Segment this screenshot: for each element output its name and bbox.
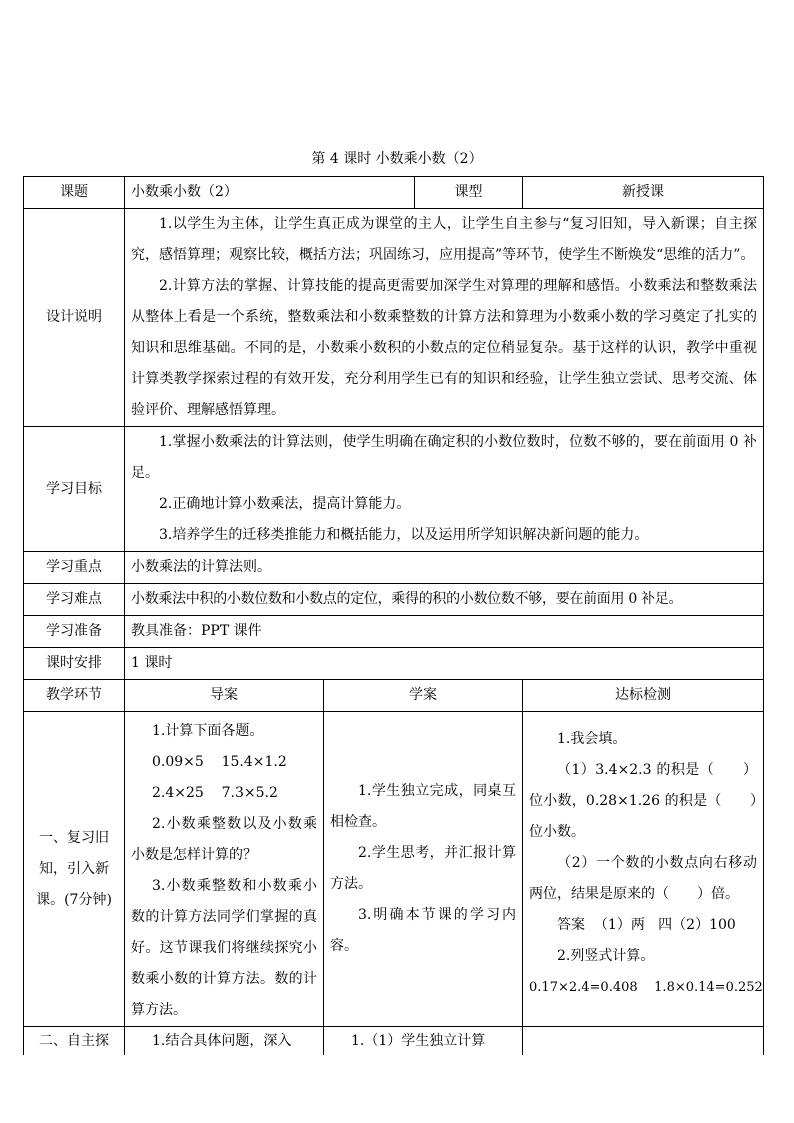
study-item-1: 1.学生独立完成，同桌互相检查。 <box>330 783 517 830</box>
schedule-label: 课时安排 <box>24 648 125 680</box>
guide-header: 导案 <box>125 680 324 712</box>
goals-content <box>125 427 764 552</box>
topic-row <box>24 177 764 209</box>
stage-2-study: 1.（1）学生独立计算 <box>324 1027 523 1056</box>
goal-item-1: 1.掌握小数乘法的计算法则，使学生明确在确定积的小数位数时，位数不够的，要在前面用 0 补足。 <box>131 434 758 481</box>
guide-item-3: 2.4×25 7.3×5.2 <box>152 785 278 801</box>
key-point-value: 小数乘法的计算法则。 <box>125 552 764 584</box>
design-paragraph-1: 1.以学生为主体，让学生真正成为课堂的主人，让学生自主参与“复习旧知，导入新课；自主探究，感悟算理；观察比较，概括方法；巩固练习，应用提高”等环节，使学生不断焕发“思维的活力”。 <box>131 216 758 263</box>
stage-2-check <box>523 1027 764 1056</box>
stage-header: 教学环节 <box>24 680 125 712</box>
topic-label: 课题 <box>24 177 125 209</box>
goals-row <box>24 427 764 552</box>
check-item-1: 1.我会填。 <box>557 731 627 747</box>
preparation-row <box>24 616 764 648</box>
stage-2-label: 二、自主探 <box>24 1027 125 1056</box>
check-answer: 答案 （1）两 四（2）100 <box>557 917 736 933</box>
stage-1-check <box>523 712 764 1027</box>
lesson-plan-table <box>23 176 764 1055</box>
goal-item-3: 3.培养学生的迁移类推能力和概括能力，以及运用所学知识解决新问题的能力。 <box>159 527 649 543</box>
study-item-2: 2.学生思考，并汇报计算方法。 <box>330 845 517 892</box>
key-point-label: 学习重点 <box>24 552 125 584</box>
difficulty-label: 学习难点 <box>24 584 125 616</box>
study-item-3: 3.明确本节课的学习内容。 <box>330 907 517 954</box>
design-content <box>125 209 764 427</box>
check-item-5: 0.17×2.4=0.408 1.8×0.14=0.252 <box>529 980 763 995</box>
study-header: 学案 <box>324 680 523 712</box>
guide-item-1: 1.计算下面各题。 <box>152 723 264 739</box>
design-row <box>24 209 764 427</box>
stage-1-label: 一、复习旧知，引入新课。(7分钟) <box>24 712 125 1027</box>
stage-1-study <box>324 712 523 1027</box>
stage-1-row <box>24 712 764 1027</box>
guide-item-5: 3.小数乘整数和小数乘小数的计算方法同学们掌握的真好。这节课我们将继续探究小数乘小数的计算方法。数的计算方法。 <box>131 878 317 1018</box>
stage-header-row <box>24 680 764 712</box>
page-title: 第 4 课时 小数乘小数（2） <box>311 151 483 167</box>
stage-2-guide: 1.结合具体问题，深入 <box>125 1027 324 1056</box>
difficulty-row <box>24 584 764 616</box>
check-item-4: 2.列竖式计算。 <box>557 948 655 964</box>
topic-value: 小数乘小数（2） <box>125 177 415 209</box>
difficulty-value: 小数乘法中积的小数位数和小数点的定位，乘得的积的小数位数不够，要在前面用 0 补足。 <box>125 584 764 616</box>
key-point-row <box>24 552 764 584</box>
check-item-2: （1）3.4×2.3 的积是（ ）位小数，0.28×1.26 的积是（ ）位小数。 <box>529 762 758 840</box>
preparation-label: 学习准备 <box>24 616 125 648</box>
lesson-type-value: 新授课 <box>523 177 764 209</box>
design-label: 设计说明 <box>24 209 125 427</box>
schedule-value: 1 课时 <box>125 648 764 680</box>
check-header: 达标检测 <box>523 680 764 712</box>
guide-item-4: 2.小数乘整数以及小数乘小数是怎样计算的？ <box>131 816 317 863</box>
preparation-value: 教具准备：PPT 课件 <box>125 616 764 648</box>
guide-item-2: 0.09×5 15.4×1.2 <box>152 754 287 770</box>
goals-label: 学习目标 <box>24 427 125 552</box>
stage-2-row <box>24 1027 764 1056</box>
check-item-3: （2）一个数的小数点向右移动两位，结果是原来的（ ）倍。 <box>529 855 758 902</box>
design-paragraph-2: 2.计算方法的掌握、计算技能的提高更需要加深学生对算理的理解和感悟。小数乘法和整数乘法从整体上看是一个系统，整数乘法和小数乘整数的计算方法和算理为小数乘小数的学习奠定了扎实的知识和思维基础。不同的是，小数乘小数积的小数点的定位稍显复杂。基于这样的认识，教学中重视计算类教学探索过程的有效开发，充分利用学生已有的知识和经验，让学生独立尝试、思考交流、体验评价、理解感悟算理。 <box>131 278 758 418</box>
lesson-type-label: 课型 <box>415 177 523 209</box>
schedule-row <box>24 648 764 680</box>
stage-1-guide <box>125 712 324 1027</box>
goal-item-2: 2.正确地计算小数乘法，提高计算能力。 <box>159 496 411 512</box>
